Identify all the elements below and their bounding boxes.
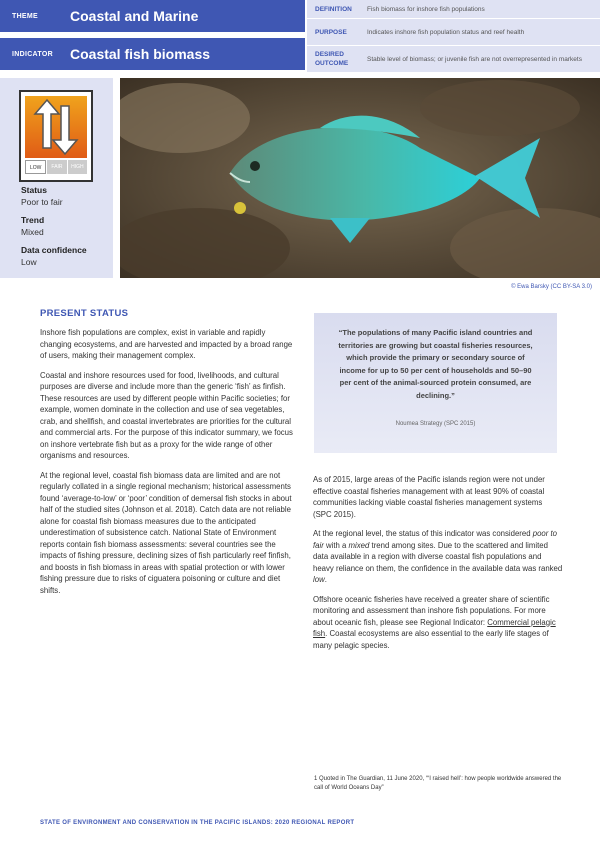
status-label: Status (21, 185, 47, 195)
confidence-label: Data confidence (21, 245, 87, 255)
theme-bar (0, 0, 305, 32)
p3-text-b: . Coastal ecosystems are also essential to the early life stages of many pelagic species. (313, 629, 549, 650)
quote-source: Noumea Strategy (SPC 2015) (395, 421, 476, 427)
status-value: Poor to fair (21, 197, 63, 207)
status-scale (25, 160, 87, 174)
indicator-tag: INDICATOR (12, 50, 53, 58)
p2-text-d: . (324, 575, 327, 584)
left-paragraph-1: Inshore fish populations are complex, exist in variable and rapidly changing ecosystems, and are harvested and impacted by a broad range of users, making their management complex. (40, 328, 293, 360)
theme-value: Coastal and Marine (70, 8, 199, 24)
right-paragraph-1: As of 2015, large areas of the Pacific islands region were not under effective coastal fisheries management with at least 90% of coastal communities lacking viable coastal fisheries management systems (SPC 2015). (313, 475, 545, 519)
scale-fair: FAIR (46, 160, 66, 174)
commercial-pelagic-fish-link[interactable]: Commercial pelagic fish (313, 617, 556, 638)
desired-outcome-row (307, 46, 600, 72)
right-column (313, 474, 563, 659)
definition-value: Fish biomass for inshore fish populations (367, 5, 485, 13)
header-left (0, 0, 305, 72)
definition-tag: DEFINITION (315, 5, 352, 13)
parrotfish-illustration (120, 78, 600, 278)
left-paragraph-2: Coastal and inshore resources used for food, livelihoods, and cultural purposes are diverse and include more than the generic ‘fish’ as finfish. These resources are used by different people within Pacific societies; for example, women dominate in the collection and use of sea vegetables, crab, and shellfish, and coastal invertebrates are priorities for the cultural and commercial arts. For the purpose of this indicator summary, we focus on inshore vertebrate fish but as a proxy for the wide range of other organisms and resources. (40, 370, 293, 460)
definition-row (307, 0, 600, 19)
left-column (40, 327, 295, 604)
right-paragraph-3 (313, 594, 563, 652)
quote-text: “The populations of many Pacific island countries and territories are growing but coastal fisheries resources, which provide the primary or secondary source of income for up to 50 per cent of households and 50–90 per cent of the animal-sourced protein consumed, are declining.” (338, 328, 533, 400)
right-paragraph-2 (313, 528, 563, 586)
p2-status-emphasis: poor to fair (313, 529, 558, 550)
scale-high: HIGH (67, 160, 87, 174)
p3-text-a: Offshore oceanic fisheries have received a greater share of scientific monitoring and assessment than inshore fish populations. For more about oceanic fish, please see Regional Indicator: (313, 594, 550, 627)
indicator-value: Coastal fish biomass (70, 46, 211, 62)
purpose-tag: PURPOSE (315, 28, 347, 36)
p2-trend-emphasis: mixed (348, 540, 370, 550)
trend-value: Mixed (21, 227, 44, 237)
theme-tag: THEME (12, 12, 38, 20)
indicator-bar (0, 38, 305, 70)
desired-outcome-value: Stable level of biomass; or juvenile fish are not overrepresented in markets (367, 55, 582, 63)
desired-outcome-tag: DESIRED OUTCOME (315, 51, 349, 67)
confidence-value: Low (21, 257, 37, 267)
mixed-trend-arrows-icon (25, 96, 87, 158)
left-paragraph-3: At the regional level, coastal fish biomass data are limited and are not regularly collated in a single regional mechanism; historical assessments found ‘average-to-low’ or ‘poor’ condition of demersal fish stocks in about half of the studied sites (Johnson et al. 2018). Catch data are not reliable alone for coastal fish biomass measures due to the anticipated underestimation of subsistence catch. National State of Environment reports contain fish biomass assessments: several countries see the impacts of fishing pressure, declining sizes of fish particularly reef finfish, and boosts in fish biomass in areas with spatial protection or with lower fishing pressure due to risks of ciguatera poisoning or culture and diet shifts. (40, 470, 292, 595)
trend-label: Trend (21, 215, 45, 225)
p2-text-c: trend among sites. Due to the scattered and limited data available in a region with diverse coastal fish populations and heavy reliance on them, the confidence in the available data was ranked (313, 540, 563, 573)
purpose-row (307, 19, 600, 46)
p2-confidence-emphasis: low (313, 575, 325, 584)
trend-gauge-background (25, 96, 87, 158)
footnote: 1 Quoted in The Guardian, 11 June 2020, “‘I raised hell’: how people worldwide answered the call of World Oceans Day” (314, 776, 562, 791)
trend-gauge (19, 90, 93, 182)
p2-text-a: At the regional level, the status of this indicator was considered (313, 529, 533, 538)
purpose-value: Indicates inshore fish population status and reef health (367, 28, 525, 36)
page-footer: STATE OF ENVIRONMENT AND CONSERVATION IN THE PACIFIC ISLANDS: 2020 REGIONAL REPORT (40, 820, 355, 826)
scale-low: LOW (25, 160, 46, 174)
section-title: PRESENT STATUS (40, 308, 129, 319)
parrotfish-photo (120, 78, 600, 278)
p2-text-b: with a (323, 540, 349, 550)
photo-credit: © Ewa Barsky (CC BY-SA 3.0) (511, 284, 592, 290)
quote-box (314, 313, 557, 453)
definition-panel (307, 0, 600, 72)
